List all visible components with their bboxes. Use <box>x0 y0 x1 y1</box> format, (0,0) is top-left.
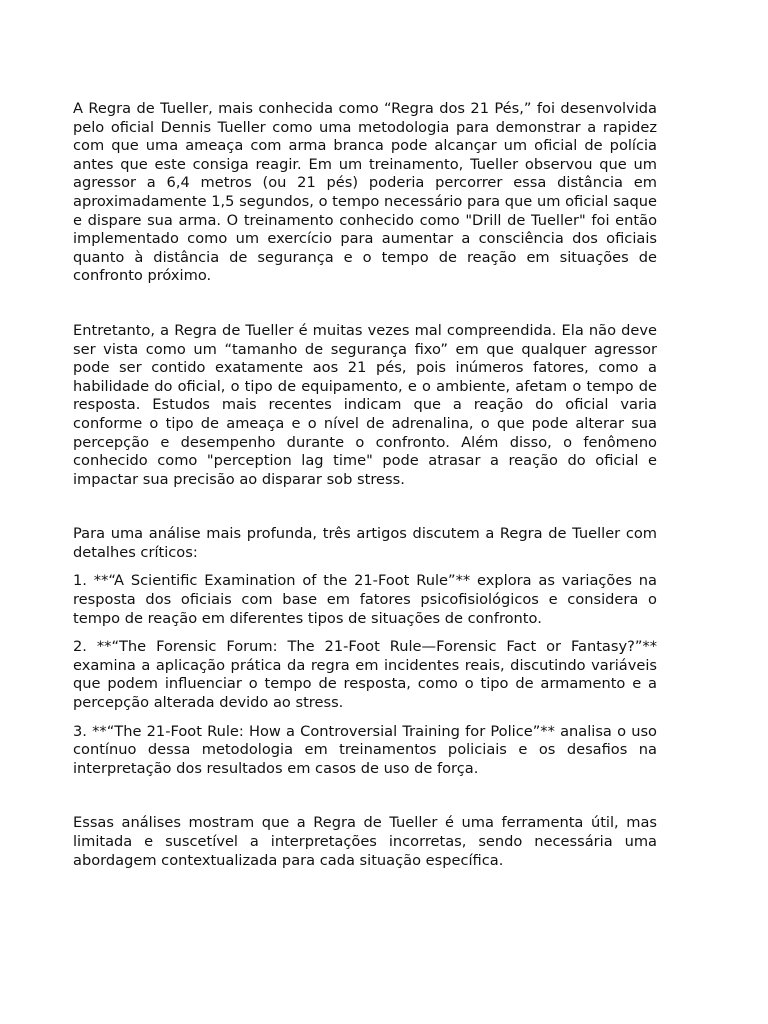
document-page <box>73 100 657 870</box>
paragraph-conclusion: Essas análises mostram que a Regra de Tueller é uma ferramenta útil, mas limitada e suscetível a interpretações incorretas, sendo necessária uma abordagem contextualizada para cada situação específica. <box>73 814 657 869</box>
paragraph-intro: A Regra de Tueller, mais conhecida como “Regra dos 21 Pés,” foi desenvolvida pelo oficial Dennis Tueller como uma metodologia para demonstrar a rapidez com que uma ameaça com arma branca pode alcançar um oficial de polícia antes que este consiga reagir. Em um treinamento, Tueller observou que um agressor a 6,4 metros (ou 21 pés) poderia percorrer essa distância em aproximadamente 1,5 segundos, o tempo necessário para que um oficial saque e dispare sua arma. O treinamento conhecido como "Drill de Tueller" foi então implementado como um exercício para aumentar a consciência dos oficiais quanto à distância de segurança e o tempo de reação em situações de confronto próximo. <box>73 100 657 285</box>
paragraph-article-3: 3. **“The 21-Foot Rule: How a Controversial Training for Police”** analisa o uso contínuo dessa metodologia em treinamentos policiais e os desafios na interpretação dos resultados em casos de uso de força. <box>73 722 657 777</box>
paragraph-article-1: 1. **“A Scientific Examination of the 21-Foot Rule”** explora as variações na resposta dos oficiais com base em fatores psicofisiológicos e considera o tempo de reação em diferentes tipos de situações de confronto. <box>73 572 657 627</box>
paragraph-articles-intro: Para uma análise mais profunda, três artigos discutem a Regra de Tueller com detalhes críticos: <box>73 525 657 561</box>
paragraph-article-2: 2. **“The Forensic Forum: The 21-Foot Rule—Forensic Fact or Fantasy?”** examina a aplicação prática da regra em incidentes reais, discutindo variáveis que podem influenciar o tempo de resposta, como o tipo de armamento e a percepção alterada devido ao stress. <box>73 638 657 712</box>
paragraph-misunderstanding: Entretanto, a Regra de Tueller é muitas vezes mal compreendida. Ela não deve ser vista como um “tamanho de segurança fixo” em que qualquer agressor pode ser contido exatamente aos 21 pés, pois inúmeros fatores, como a habilidade do oficial, o tipo de equipamento, e o ambiente, afetam o tempo de resposta. Estudos mais recentes indicam que a reação do oficial varia conforme o tipo de ameaça e o nível de adrenalina, o que pode alterar sua percepção e desempenho durante o confronto. Além disso, o fenômeno conhecido como "perception lag time" pode atrasar a reação do oficial e impactar sua precisão ao disparar sob stress. <box>73 321 657 488</box>
